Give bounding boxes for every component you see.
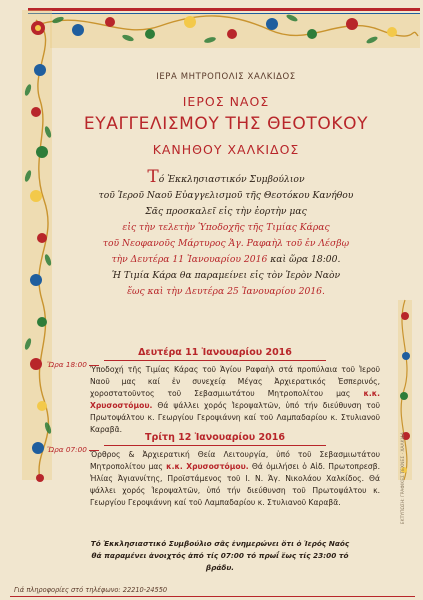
contact-phone: Γιά πληροφορίες στό τηλέφωνο: 22210-24550: [14, 586, 168, 594]
day-1-heading: Δευτέρα 11 Ἰανουαρίου 2016: [50, 347, 380, 361]
invitation-line-4: εἰς τὴν τελετὴν Ὑποδοχῆς τῆς Τιμίας Κάρας: [122, 222, 330, 233]
closing-notice: [80, 538, 360, 574]
church-title-line2: ΕΥΑΓΓΕΛΙΣΜΟΥ ΤΗΣ ΘΕΟΤΟΚΟΥ: [83, 114, 369, 134]
invitation-line-5: τοῦ Νεοφανοῦς Μάρτυρος Ἁγ. Ραφαὴλ τοῦ ἐν Λέσβῳ: [102, 238, 350, 249]
invitation-line-3: Σᾶς προσκαλεῖ εἰς τὴν ἑορτὴν μας: [145, 206, 307, 217]
header-block: [76, 70, 376, 300]
invitation-line-8: ἕως καὶ τὴν Δευτέρα 25 Ἰανουαρίου 2016.: [127, 286, 325, 297]
day-2-description: Ὄρθρος & Ἀρχιερατική Θεία Λειτουργία, ὑπό τοῦ Σεβασμιωτάτου Μητροπολίτου μας κ.κ. Χρυσοστόμου. Θά ὁμιλήσει ὁ Αἰδ. Πρωτοπρεσβ. Ἠλίας Ἀγιαννίτης, Προϊστάμενος τοῦ Ι. Ν. Ἁγ. Νικολάου Χαλκίδος. Θά ψάλλει χορός Ἱεροψαλτῶν, ὑπό τήν διεύθυνση τοῦ Πρωτοψάλτου κ. Γεωργίου Γεροψιάννη καί τοῦ Λαμπαδαρίου κ. Στυλιανοῦ Καραβᾶ.: [90, 450, 380, 507]
closing-line-1: Τό Ἐκκλησιαστικό Συμβούλιο σᾶς ἐνημερώνει ὅτι ὁ Ἱερός Ναός: [90, 539, 350, 548]
metropolis-label: ΙΕΡΑ ΜΗΤΡΟΠΟΛΙΣ ΧΑΛΚΙΔΟΣ: [156, 72, 296, 82]
printer-credits: ΕΚΤΥΠΩΣΗ: ΓΡΑΦΙΚΕΣ ΤΕΧΝΕΣ · ΧΑΛΚΙΔΑ: [401, 432, 406, 525]
invitation-text: [76, 169, 376, 300]
invitation-line-2: τοῦ Ἱεροῦ Ναοῦ Εὐαγγελισμοῦ τῆς Θεοτόκου Κανήθου: [98, 190, 354, 201]
day-2-hour: Ὥρα 07:00: [47, 445, 99, 454]
invitation-line-6: τὴν Δευτέρα 11 Ἰανουαρίου 2016 καὶ ὥρα 18:00.: [111, 254, 341, 265]
invitation-line-1: Τό Ἐκκλησιαστικόν Συμβούλιον: [147, 167, 305, 187]
schedule-day-1: [47, 347, 380, 436]
day-1-hour: Ὥρα 18:00: [47, 360, 99, 369]
church-title-line3: ΚΑΝΗΘΟΥ ΧΑΛΚΙΔΟΣ: [152, 142, 300, 157]
closing-line-2: θά παραμένει ἀνοιχτός ἀπό τίς 07:00 τό πρωΐ ἕως τίς 23:00 τό βράδυ.: [91, 551, 349, 572]
invitation-line-7: Ἡ Τιμία Κάρα θα παραμείνει εἰς τὸν Ἱερὸν Ναὸν: [111, 270, 341, 281]
church-title-line1: ΙΕΡΟΣ ΝΑΟΣ: [182, 94, 270, 109]
day-1-description: Ὑποδοχή τῆς Τιμίας Κάρας τοῦ Ἁγίου Ραφαὴλ στά προπύλαια τοῦ Ἱεροῦ Ναοῦ μας καί ἐν συνεχείᾳ Μέγας Ἀρχιερατικός Ἑσπερινός, χοροστατοῦντος τοῦ Σεβασμιωτάτου Μητροπολίτου μας κ.κ. Χρυσοστόμου. Θά ψάλλει χορός Ἱεροψαλτῶν, ὑπό τήν διεύθυνση τοῦ Πρωτοψάλτου κ. Γεωργίου Γεροψιάννη καί τοῦ Λαμπαδαρίου κ. Στυλιανοῦ Καραβᾶ.: [90, 365, 380, 434]
schedule-day-2: [47, 432, 380, 509]
day-2-heading: Τρίτη 12 Ἰανουαρίου 2016: [50, 432, 380, 446]
drop-cap: Τ: [147, 167, 159, 187]
